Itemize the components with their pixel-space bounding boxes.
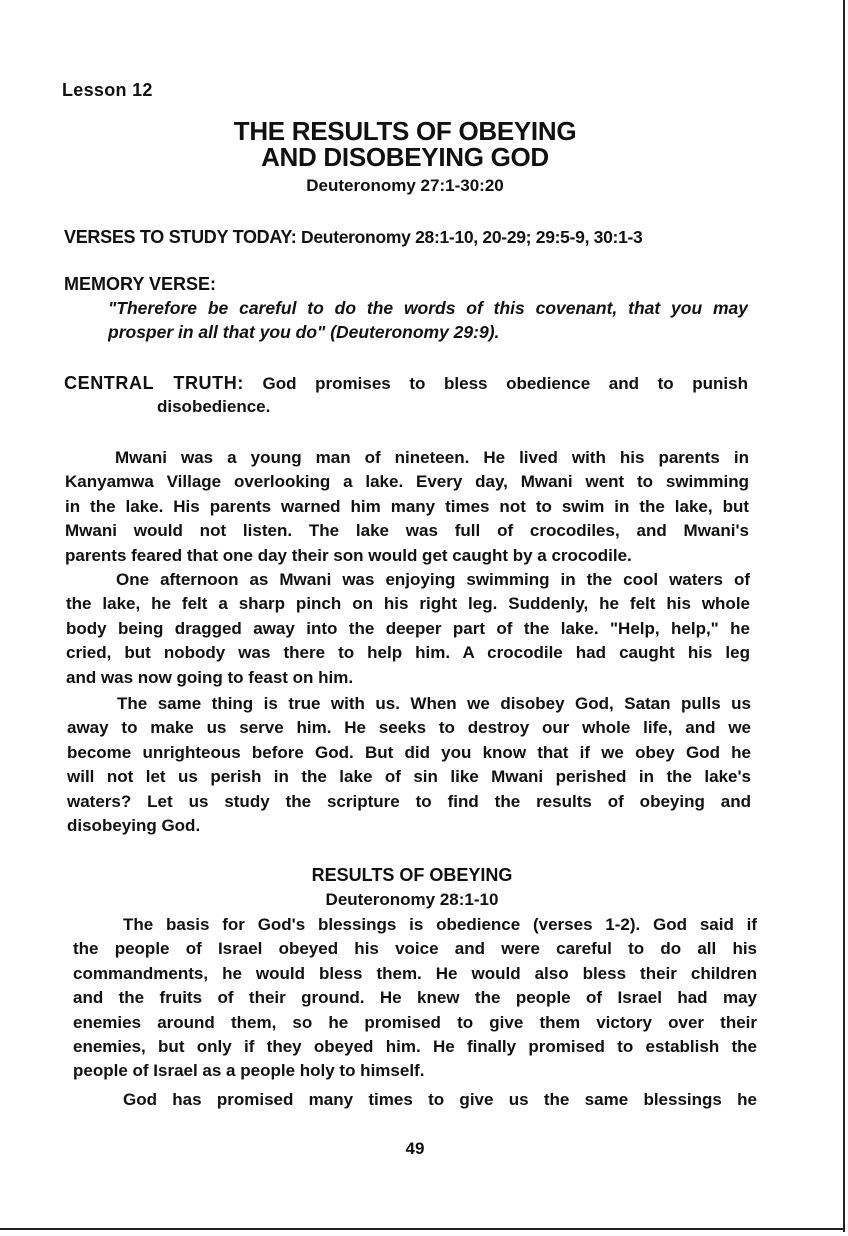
paragraph-line: body being dragged away into the deeper part of the lake. "Help, help," he [66, 618, 750, 638]
central-truth-label: CENTRAL TRUTH: [64, 373, 244, 393]
section-reference: Deuteronomy 28:1-10 [325, 890, 499, 909]
memory-verse [108, 296, 748, 345]
paragraph [65, 446, 749, 568]
paragraph-line: cried, but nobody was there to help him. A crocodile had caught his leg [66, 643, 750, 663]
paragraph [66, 568, 750, 690]
paragraph-line: the lake, he felt a sharp pinch on his right leg. Suddenly, he felt his whole [66, 594, 750, 614]
paragraph [67, 692, 751, 838]
paragraph-line: Kanyamwa Village overlooking a lake. Every day, Mwani went to swimming [65, 472, 749, 492]
paragraph-line: become unrighteous before God. But did you know that if we obey God he [67, 742, 751, 762]
paragraph-line: in the lake. His parents warned him many times not to swim in the lake, but [65, 496, 749, 516]
paragraph-line: Mwani would not listen. The lake was full of crocodiles, and Mwani's [65, 521, 749, 541]
paragraph-line: and the fruits of their ground. He knew the people of Israel had may [73, 988, 757, 1008]
paragraph-line: people of Israel as a people holy to himself. [73, 1061, 425, 1081]
paragraph-line: and was now going to feast on him. [66, 667, 354, 687]
paragraph-line: will not let us perish in the lake of sin like Mwani perished in the lake's [67, 767, 751, 787]
memory-verse-line: prosper in all that you do" (Deuteronomy 29:9). [108, 322, 500, 343]
verses-to-study [64, 227, 642, 248]
paragraph-line: Mwani was a young man of nineteen. He lived with his parents in [115, 448, 749, 467]
paragraph-line: waters? Let us study the scripture to find the results of obeying and [67, 791, 751, 811]
title-line: THE RESULTS OF OBEYING [233, 116, 577, 146]
verses-label: VERSES TO STUDY TODAY: [64, 227, 297, 247]
lesson-number: Lesson 12 [62, 80, 153, 100]
paragraph-line: commandments, he would bless them. He would also bless their children [73, 963, 757, 983]
paragraph-line: enemies, but only if they obeyed him. He finally promised to establish the [73, 1036, 757, 1056]
paragraph-line: the people of Israel obeyed his voice and were careful to do all his [73, 939, 757, 959]
scan-edge-right [843, 0, 845, 1232]
paragraph-line: parents feared that one day their son would get caught by a crocodile. [65, 545, 632, 565]
paragraph-line: The basis for God's blessings is obedience (verses 1-2). God said if [123, 915, 757, 934]
central-truth [64, 371, 748, 420]
verses-text: Deuteronomy 28:1-10, 20-29; 29:5-9, 30:1-3 [296, 227, 643, 247]
paragraph [73, 1088, 757, 1112]
memory-verse-label: MEMORY VERSE: [64, 274, 217, 294]
paragraph-line: away to make us serve him. He seeks to destroy our whole life, and we [67, 718, 751, 738]
section-heading: RESULTS OF OBEYING [311, 865, 513, 885]
paragraph-line: One afternoon as Mwani was enjoying swimming in the cool waters of [116, 570, 750, 589]
paragraph-line: disobeying God. [67, 815, 201, 835]
title-line: AND DISOBEYING GOD [261, 142, 549, 172]
paragraph-line: enemies around them, so he promised to give them victory over their [73, 1012, 757, 1032]
paragraph-line: God has promised many times to give us the same blessings he [123, 1090, 757, 1109]
page-title [0, 118, 810, 170]
page-number: 49 [405, 1139, 425, 1158]
memory-verse-line: "Therefore be careful to do the words of this covenant, that you may [108, 298, 748, 318]
paragraph-line: The same thing is true with us. When we disobey God, Satan pulls us [117, 694, 751, 713]
central-truth-text: disobedience. [157, 397, 271, 417]
scan-edge-bottom [0, 1228, 845, 1230]
paragraph [73, 913, 757, 1084]
central-truth-text: God promises to bless obedience and to punish [243, 374, 748, 393]
title-reference: Deuteronomy 27:1-30:20 [306, 176, 504, 195]
